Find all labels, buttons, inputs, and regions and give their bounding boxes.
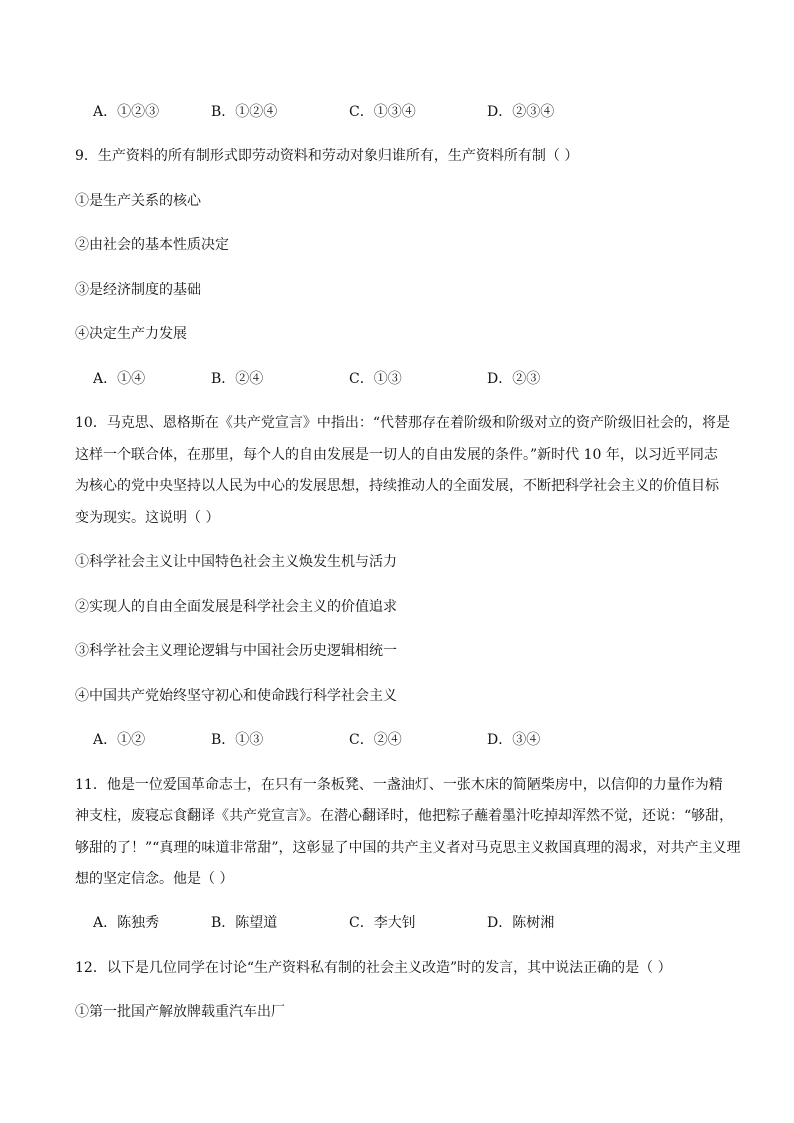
q8-option-d[interactable]: D．②③④ — [487, 104, 555, 120]
q10-stem-line-3: 为核心的党中央坚持以人民为中心的发展思想，持续推动人的全面发展，不断把科学社会主义的价值目标 — [75, 478, 719, 494]
q11-stem-line-3: 够甜的了！”“真理的味道非常甜”，这彰显了中国的共产主义者对马克思主义救国真理的渴求，对共产主义理 — [75, 840, 741, 856]
q10-stem-line-4: 变为现实。这说明（ ） — [75, 510, 220, 526]
q8-option-b[interactable]: B．①②④ — [211, 104, 278, 120]
q8-option-a[interactable]: A．①②③ — [93, 104, 160, 120]
q9-item-2: ②由社会的基本性质决定 — [75, 237, 229, 253]
q12-item-1: ①第一批国产解放牌载重汽车出厂 — [75, 1004, 285, 1020]
q10-item-3: ③科学社会主义理论逻辑与中国社会历史逻辑相统一 — [75, 643, 397, 659]
q9-option-a[interactable]: A．①④ — [93, 371, 146, 387]
q9-options — [93, 369, 693, 389]
q9-item-3: ③是经济制度的基础 — [75, 282, 201, 298]
q10-option-b[interactable]: B．①③ — [211, 732, 264, 748]
q11-stem-line-4: 想的坚定信念。他是（ ） — [75, 871, 234, 887]
q9-item-4: ④决定生产力发展 — [75, 326, 187, 342]
q10-item-2: ②实现人的自由全面发展是科学社会主义的价值追求 — [75, 599, 397, 615]
q10-option-d[interactable]: D．③④ — [487, 732, 541, 748]
q9-stem: 9．生产资料的所有制形式即劳动资料和劳动对象归谁所有，生产资料所有制（ ） — [75, 148, 579, 164]
q10-options — [93, 730, 693, 750]
q11-stem-line-2: 神支柱，废寝忘食翻译《共产党宣言》。在潜心翻译时，他把粽子蘸着墨汁吃掉却浑然不觉，还说：“够甜， — [75, 808, 734, 824]
q10-stem-line-1: 10．马克思、恩格斯在《共产党宣言》中指出：“代替那存在着阶级和阶级对立的资产阶级旧社会的，将是 — [75, 415, 730, 431]
q10-option-c[interactable]: C．②④ — [349, 732, 402, 748]
q9-option-d[interactable]: D．②③ — [487, 371, 541, 387]
q8-option-c[interactable]: C．①③④ — [349, 104, 416, 120]
q11-option-b[interactable]: B．陈望道 — [211, 915, 278, 931]
q11-option-c[interactable]: C．李大钊 — [349, 915, 416, 931]
q11-option-d[interactable]: D．陈树湘 — [487, 915, 555, 931]
q8-options — [93, 102, 693, 122]
q11-stem-line-1: 11．他是一位爱国革命志士，在只有一条板凳、一盏油灯、一张木床的简陋柴房中，以信仰的力量作为精 — [75, 777, 723, 793]
q11-option-a[interactable]: A．陈独秀 — [93, 915, 160, 931]
q9-option-b[interactable]: B．②④ — [211, 371, 264, 387]
q12-stem: 12．以下是几位同学在讨论“生产资料私有制的社会主义改造”时的发言，其中说法正确的是（ ） — [75, 960, 672, 976]
q10-stem-line-2: 这样一个联合体，在那里，每个人的自由发展是一切人的自由发展的条件。”新时代 10 年，以习近平同志 — [75, 447, 718, 463]
q9-item-1: ①是生产关系的核心 — [75, 193, 201, 209]
q9-option-c[interactable]: C．①③ — [349, 371, 402, 387]
q10-option-a[interactable]: A．①② — [93, 732, 146, 748]
q10-item-4: ④中国共产党始终坚守初心和使命践行科学社会主义 — [75, 688, 397, 704]
q10-item-1: ①科学社会主义让中国特色社会主义焕发生机与活力 — [75, 554, 397, 570]
q11-options — [93, 913, 693, 933]
